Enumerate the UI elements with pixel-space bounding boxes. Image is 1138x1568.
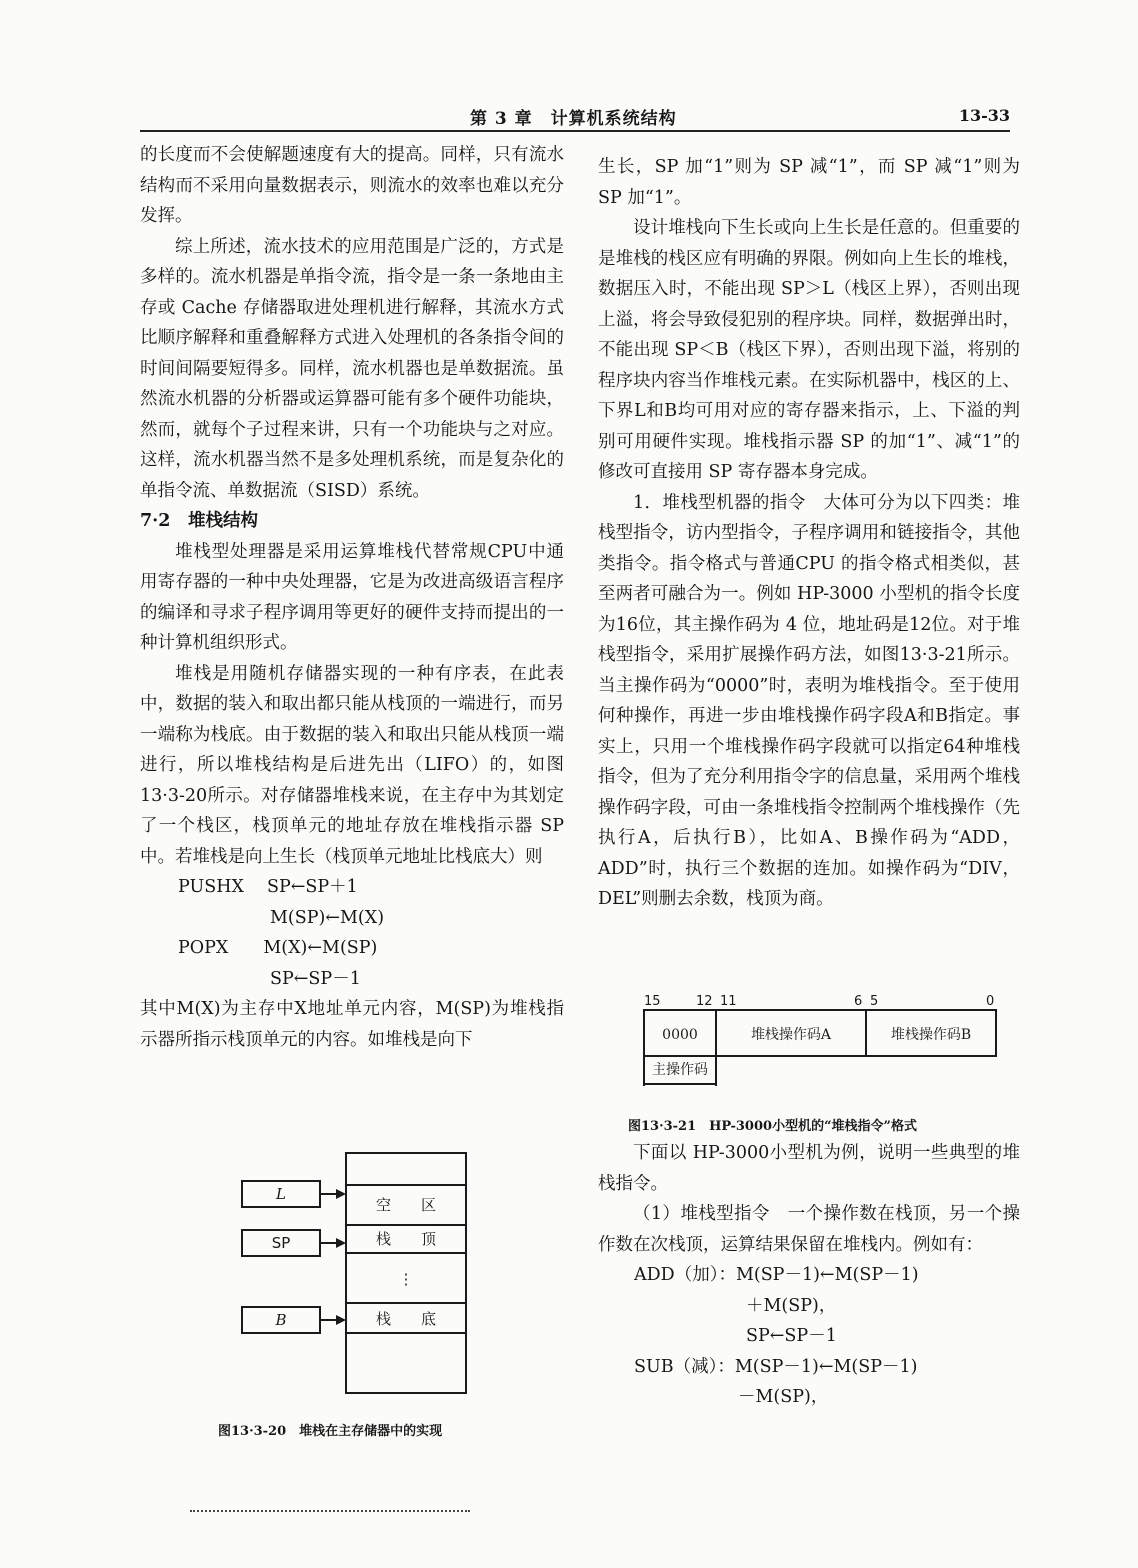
code-line: PUSHX SP←SP＋1 xyxy=(178,877,358,897)
code-line: SP←SP－1 xyxy=(746,1326,837,1346)
arrow-icon xyxy=(336,1315,346,1325)
paragraph: 其中M(X)为主存中X地址单元内容，M(SP)为堆栈指示器所指示栈顶单元的内容。如堆栈是向下 xyxy=(140,999,564,1050)
figure-caption: 图13·3-21 HP-3000小型机的“堆栈指令”格式 xyxy=(628,1119,918,1134)
code-line: SUB（减）：M(SP－1)←M(SP－1) xyxy=(634,1356,918,1377)
scan-artifact-line xyxy=(190,1510,470,1512)
arrow-icon xyxy=(336,1238,346,1248)
arrow-icon xyxy=(336,1189,346,1199)
bit-label: 15 xyxy=(644,994,661,1009)
page-header xyxy=(140,104,1010,132)
figure-caption: 图13·3-20 堆栈在主存储器中的实现 xyxy=(218,1424,443,1439)
left-column xyxy=(140,140,564,1055)
paragraph: 综上所述，流水技术的应用范围是广泛的，方式是多样的。流水机器是单指令流，指令是一条一条地由主存或 Cache 存储器取进处理机进行解释，其流水方式比顺序解释和重叠解释方式进入处理机的各条指令间的时间间隔要短得多。同样，流水机器也是单数据流。虽然流水机器的分析器或运算器可能有多个硬件功能块，然而，就每个子过程来讲，只有一个功能块与之对应。这样，流水机器当然不是多处理机系统，而是复杂化的单指令流、单数据流（SISD）系统。 xyxy=(140,236,564,501)
section-heading: 7·2 堆栈结构 xyxy=(140,511,258,531)
cell-stack-top: 栈 顶 xyxy=(375,1230,437,1248)
code-line: ADD（加）：M(SP－1)←M(SP－1) xyxy=(634,1265,919,1285)
label-main-opcode: 主操作码 xyxy=(652,1062,708,1078)
paragraph: 生长，SP 加“1”则为 SP 减“1”，而 SP 减“1”则为 SP 加“1”。 xyxy=(598,157,1020,208)
code-line: POPX M(X)←M(SP) xyxy=(178,938,378,958)
paragraph: 的长度而不会使解题速度有大的提高。同样，只有流水结构而不采用向量数据表示，则流水的效率也难以充分发挥。 xyxy=(140,145,564,226)
field-stack-opcode-a: 堆栈操作码A xyxy=(750,1027,832,1043)
right-column-continued xyxy=(598,1138,1020,1413)
label-l: L xyxy=(276,1185,286,1203)
field-main-opcode: 0000 xyxy=(662,1027,698,1043)
bit-label: 0 xyxy=(986,994,995,1009)
cell-stack-bottom: 栈 底 xyxy=(375,1310,437,1328)
paragraph: 堆栈型处理器是采用运算堆栈代替常规CPU中通用寄存器的一种中央处理器，它是为改进高级语言程序的编译和寻求子程序调用等更好的硬件支持而提出的一种计算机组织形式。 xyxy=(140,541,564,653)
bit-label: 12 xyxy=(696,994,713,1009)
chapter-title: 第 3 章 计算机系统结构 xyxy=(470,109,677,129)
stack-memory-diagram xyxy=(230,1145,490,1400)
code-line: M(SP)←M(X) xyxy=(270,907,385,928)
code-line: SP←SP－1 xyxy=(270,968,361,989)
paragraph: 设计堆栈向下生长或向上生长是任意的。但重要的是堆栈的栈区应有明确的界限。例如向上生长的堆栈，数据压入时，不能出现 SP＞L（栈区上界），否则出现上溢，将会导致侵犯别的程序块。同样，数据弹出时，不能出现 SP＜B（栈区下界），否则出现下溢，将别的程序块内容当作堆栈元素。在实际机器中，栈区的上、下界L和B均可用对应的寄存器来指示，上、下溢的判别可用硬件实现。堆栈指示器 SP 的加“1”、减“1”的修改可直接用 SP 寄存器本身完成。 xyxy=(598,218,1020,482)
bit-label: 6 xyxy=(854,994,863,1009)
instruction-format-diagram xyxy=(640,988,1005,1093)
label-sp: SP xyxy=(271,1234,291,1252)
paragraph: 下面以 HP-3000小型机为例，说明一些典型的堆栈指令。 xyxy=(598,1143,1020,1194)
cell-ellipsis: ⋮ xyxy=(398,1270,414,1288)
right-column xyxy=(598,152,1020,915)
page-number: 13-33 xyxy=(958,106,1010,125)
bit-label: 11 xyxy=(720,994,737,1009)
paragraph: （1）堆栈型指令 一个操作数在栈顶，另一个操作数在次栈顶，运算结果保留在堆栈内。例如有： xyxy=(598,1204,1020,1255)
paragraph: 堆栈是用随机存储器实现的一种有序表，在此表中，数据的装入和取出都只能从栈顶的一端进行，而另一端称为栈底。由于数据的装入和取出只能从栈顶一端进行，所以堆栈结构是后进先出（LIFO）的，如图13·3-20所示。对存储器堆栈来说，在主存中为其划定了一个栈区，栈顶单元的地址存放在堆栈指示器 SP 中。若堆栈是向上生长（栈顶单元地址比栈底大）则 xyxy=(140,663,564,867)
paragraph: 1．堆栈型机器的指令 大体可分为以下四类：堆栈型指令，访内型指令，子程序调用和链接指令，其他类指令。指令格式与普通CPU 的指令格式相类似，甚至两者可融合为一。例如 HP-3000 小型机的指令长度为16位，其主操作码为 4 位，地址码是12位。对于堆栈型指令，采用扩展操作码方法，如图13·3-21所示。当主操作码为“0000”时，表明为堆栈指令。至于使用何种操作，再进一步由堆栈操作码字段A和B指定。事实上，只用一个堆栈操作码字段就可以指定64种堆栈指令，但为了充分利用指令字的信息量，采用两个堆栈操作码字段，可由一条堆栈指令控制两个堆栈操作（先执行A，后执行B），比如A、B操作码为“ADD，ADD”时，执行三个数据的连加。如操作码为“DIV，DEL”则删去余数，栈顶为商。 xyxy=(598,492,1020,909)
bit-label: 5 xyxy=(870,994,879,1009)
field-stack-opcode-b: 堆栈操作码B xyxy=(890,1027,972,1043)
cell-empty-area: 空 区 xyxy=(375,1196,437,1214)
code-line: －M(SP)， xyxy=(738,1387,829,1407)
code-line: ＋M(SP)， xyxy=(746,1295,837,1316)
label-b: B xyxy=(275,1311,287,1329)
